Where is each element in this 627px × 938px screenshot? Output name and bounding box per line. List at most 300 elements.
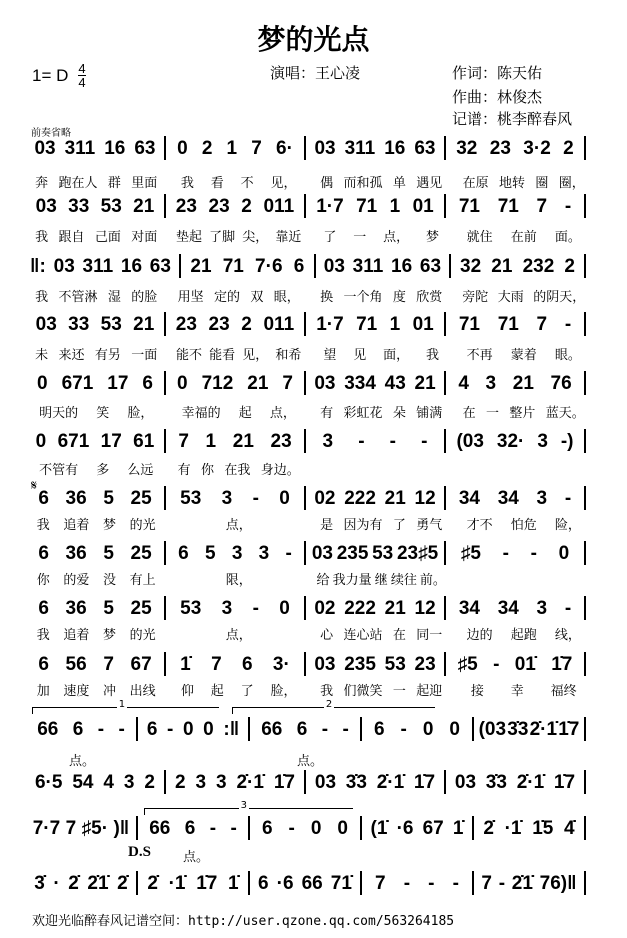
barline [304, 652, 306, 676]
token: (1̇ [370, 818, 388, 839]
measure [30, 543, 160, 565]
lyric [30, 226, 163, 245]
token: 心 [320, 628, 334, 643]
token: 跑在人 [58, 176, 98, 191]
token: 03 [454, 772, 477, 793]
measure [478, 719, 580, 741]
token: 了 [392, 518, 406, 533]
measure [30, 654, 160, 676]
token: 同一 [416, 628, 443, 643]
token: 232 [522, 256, 555, 277]
barline [136, 816, 138, 840]
token: 03 [53, 256, 75, 277]
lyric [315, 226, 448, 245]
token: 1̇7 [273, 772, 295, 793]
measure [450, 138, 580, 160]
token: 梦 [103, 518, 117, 533]
barline [164, 596, 166, 620]
notation-row [30, 429, 590, 453]
token: (03 [456, 431, 484, 452]
barline [304, 541, 306, 565]
measure [30, 488, 160, 510]
song-title: 梦的光点 [257, 23, 370, 56]
token: 222 [344, 488, 376, 509]
token: 一 [486, 406, 500, 421]
token: 加 [36, 684, 50, 699]
barline [584, 486, 586, 510]
time-top: 4 [78, 61, 86, 76]
lyrics-row [30, 344, 590, 363]
token: 朵 [392, 406, 406, 421]
token: 02 [314, 598, 336, 619]
measure [30, 598, 160, 620]
token: 脸， [270, 684, 297, 699]
barline [444, 596, 446, 620]
token: - [209, 818, 217, 839]
token: 5 [204, 543, 216, 564]
lyric [315, 344, 448, 363]
barline [444, 541, 446, 565]
token: 圈， [558, 176, 585, 191]
barline [444, 194, 446, 218]
measure [170, 543, 300, 565]
token: 63 [134, 138, 156, 159]
token: - [118, 719, 125, 740]
measure [142, 818, 244, 840]
lyric [30, 344, 163, 363]
lyric [458, 286, 591, 305]
token: ♯5 [457, 654, 478, 675]
token: 湿 [107, 290, 121, 305]
token: 1̇7 [413, 772, 436, 793]
measure [450, 196, 580, 218]
token: 怕危 [510, 518, 537, 533]
barline [164, 429, 166, 453]
lyric [144, 846, 248, 865]
volta-3 [144, 800, 353, 815]
token: 71̇ [330, 873, 352, 894]
token: 点。 [68, 754, 95, 769]
token: ·1̇ [504, 818, 522, 839]
token: 2̇ [483, 818, 494, 839]
token: 出线 [129, 684, 156, 699]
token: 没 [103, 573, 117, 588]
token: 2 [144, 772, 155, 793]
token: 点， [225, 628, 252, 643]
barline [304, 486, 306, 510]
token: 71 [222, 256, 244, 277]
token: - [358, 431, 365, 452]
token: 前。 [419, 573, 446, 588]
lyric [30, 750, 134, 769]
barline [584, 770, 586, 794]
token: 6 [38, 488, 49, 509]
token: 2̇·1̇ [529, 719, 558, 740]
lyric [30, 569, 163, 588]
barline [248, 871, 250, 895]
token: 61 [133, 431, 155, 452]
barline [584, 136, 586, 160]
measure [310, 138, 440, 160]
token: 23 [489, 138, 511, 159]
token: - [428, 873, 435, 894]
token: 在我 [224, 463, 251, 478]
measure [478, 818, 580, 840]
token: 整片 [509, 406, 536, 421]
token: 蒙着 [510, 348, 537, 363]
token: 1·7 [316, 196, 344, 217]
barline [136, 717, 138, 741]
lyrics-row [30, 286, 590, 305]
barline [584, 541, 586, 565]
token: 地转 [499, 176, 526, 191]
token: 2̇·1̇ [236, 772, 264, 793]
lyric [173, 624, 306, 643]
token: 311 [64, 138, 96, 159]
lyrics-row [30, 226, 590, 245]
measure [170, 431, 300, 453]
barline [304, 312, 306, 336]
barline [164, 541, 166, 565]
repeat-start: ‖: [30, 256, 46, 277]
token: 换 [320, 290, 334, 305]
barline [248, 717, 250, 741]
token: 56 [65, 654, 87, 675]
notation-row [30, 371, 590, 395]
token: 线， [554, 628, 581, 643]
barline [449, 254, 451, 278]
lyric [315, 514, 448, 533]
token: 63 [419, 256, 442, 277]
token: 71 [497, 196, 519, 217]
token: 311 [344, 138, 376, 159]
barline [584, 717, 586, 741]
token: - [288, 818, 295, 839]
token: 速度 [63, 684, 90, 699]
token: 追着 [63, 518, 90, 533]
token: 2̇ [117, 873, 128, 894]
measure [455, 256, 580, 278]
token: 1 [389, 314, 401, 335]
lyric [458, 680, 591, 699]
token: · [53, 873, 60, 894]
token: 7 [103, 654, 114, 675]
token: 235 [336, 543, 369, 564]
token: 限， [225, 573, 252, 588]
lyric [173, 344, 306, 363]
token: 么远 [127, 463, 154, 478]
token: 67 [130, 654, 152, 675]
token: 671 [57, 431, 90, 452]
token: ♯5· [81, 818, 109, 839]
barline [304, 770, 306, 794]
token: 21 [232, 431, 254, 452]
token: 25 [130, 543, 152, 564]
token: 23 [208, 196, 230, 217]
token: - [452, 873, 459, 894]
notation-row [30, 312, 590, 336]
token: 03 [314, 138, 336, 159]
token: 21 [384, 598, 406, 619]
token: 跟自 [58, 230, 85, 245]
token: - [502, 543, 509, 564]
lyric [458, 514, 591, 533]
token: 多 [96, 463, 110, 478]
lyric [173, 172, 306, 191]
token: 43 [384, 373, 406, 394]
token: - [342, 719, 349, 740]
token: 3 [215, 772, 227, 793]
token: 7 [251, 138, 262, 159]
lyrics-row [30, 680, 590, 699]
barline [360, 717, 362, 741]
token: 在原 [462, 176, 489, 191]
lyric [30, 286, 163, 305]
token: 23 [208, 314, 230, 335]
token: ♯5 [460, 543, 481, 564]
token: 6 [373, 719, 385, 740]
lyric [30, 680, 163, 699]
token: 36 [65, 488, 87, 509]
token: 2̇ [68, 873, 79, 894]
token: 54 [72, 772, 94, 793]
token: - [564, 196, 572, 217]
token: 235 [344, 654, 376, 675]
volta-label: 2 [325, 699, 333, 710]
token: 了 [323, 230, 337, 245]
barline [584, 254, 586, 278]
token: 我 [320, 684, 334, 699]
lyric [173, 459, 306, 478]
measure [450, 314, 580, 336]
token: 铺满 [416, 406, 443, 421]
measure [254, 818, 356, 840]
token: 我 [36, 518, 50, 533]
token: 23♯5 [396, 543, 439, 564]
token: 圈 [535, 176, 549, 191]
token: -) [560, 431, 574, 452]
token: 0 [337, 818, 348, 839]
volta-1 [32, 699, 219, 714]
token: - [564, 488, 572, 509]
token: 我力量 [332, 573, 372, 588]
token: 3 [221, 598, 233, 619]
token: 6 [72, 719, 84, 740]
lyric [315, 402, 448, 421]
token: 66 [149, 818, 171, 839]
token: 32· [496, 431, 525, 452]
token: 险， [554, 518, 581, 533]
token: 011 [263, 196, 295, 217]
token: 3 [123, 772, 135, 793]
token: 1̇7 [196, 873, 218, 894]
lyric [173, 514, 306, 533]
token: 2 [563, 138, 574, 159]
token: 4 [103, 772, 114, 793]
token: 6 [38, 654, 49, 675]
ds-marking: D.S [128, 844, 151, 860]
token: 5 [103, 543, 114, 564]
token: 71 [356, 314, 378, 335]
token: 1̇7 [551, 654, 573, 675]
token: 6 [296, 719, 308, 740]
barline [136, 871, 138, 895]
token: 1·7 [316, 314, 344, 335]
token: 21 [491, 256, 513, 277]
token: 671 [61, 373, 94, 394]
token: - [230, 818, 237, 839]
token: 们微笑 [343, 684, 383, 699]
lyric [173, 226, 306, 245]
lyric [458, 226, 591, 245]
lyric [258, 750, 362, 769]
lyric [173, 569, 306, 588]
volta-2 [232, 699, 435, 714]
measure [170, 373, 300, 395]
token: 03 [323, 256, 345, 277]
measure [254, 719, 356, 741]
token: 23 [175, 314, 197, 335]
measure [310, 598, 440, 620]
token: 梦 [103, 628, 117, 643]
token: 25 [130, 598, 152, 619]
measure [310, 431, 440, 453]
token: 见， [242, 348, 269, 363]
barline [164, 770, 166, 794]
token: 在前 [510, 230, 537, 245]
token: ·6 [396, 818, 414, 839]
lyric [173, 680, 306, 699]
barline [444, 371, 446, 395]
token: 起 [210, 684, 224, 699]
token: 眼， [273, 290, 300, 305]
token: 16 [391, 256, 413, 277]
token: 1 [226, 138, 238, 159]
token: 01 [412, 196, 434, 217]
token: 6 [38, 598, 49, 619]
token: 3 [485, 373, 497, 394]
notation-row [30, 871, 590, 895]
token: 不管有 [39, 463, 79, 478]
barline [314, 254, 316, 278]
token: 能看 [209, 348, 236, 363]
token: 我 [35, 290, 49, 305]
measure [310, 373, 440, 395]
measure [170, 772, 300, 794]
token: - [564, 314, 572, 335]
token: 点， [225, 518, 252, 533]
token: 21 [190, 256, 212, 277]
barline [444, 770, 446, 794]
footer-text: 欢迎光临醉春风记谱空间：http://user.qzone.qq.com/563264185 [32, 914, 455, 929]
token: 25 [130, 488, 152, 509]
token: 7 [211, 654, 222, 675]
token: 6 [261, 818, 273, 839]
token: 继 [374, 573, 388, 588]
barline [360, 816, 362, 840]
token: 2 [564, 256, 575, 277]
token: 1̇ [180, 654, 191, 675]
token: 03 [35, 314, 57, 335]
barline [444, 486, 446, 510]
token: 旁陀 [462, 290, 489, 305]
token: 01̇ [514, 654, 536, 675]
token: 66 [37, 719, 59, 740]
token: 53 [100, 196, 122, 217]
token: 63 [414, 138, 436, 159]
token: 就住 [466, 230, 493, 245]
token: 福终 [550, 684, 577, 699]
lyric [315, 172, 448, 191]
token: 76 [550, 373, 572, 394]
barline [164, 486, 166, 510]
token: 而和孤 [343, 176, 383, 191]
token: 遇见 [416, 176, 443, 191]
token: 03 [35, 196, 57, 217]
barline [164, 371, 166, 395]
token: 71 [458, 196, 480, 217]
barline [584, 816, 586, 840]
token: 53 [180, 488, 202, 509]
barline [444, 429, 446, 453]
token: 的脸 [131, 290, 158, 305]
token: 面， [383, 348, 410, 363]
token: 1 [389, 196, 401, 217]
lyrics-row [30, 569, 590, 588]
token: 53 [180, 598, 202, 619]
token: 21 [512, 373, 534, 394]
barline [304, 429, 306, 453]
barline [304, 194, 306, 218]
barline [472, 816, 474, 840]
barline [164, 312, 166, 336]
token: 0 [310, 818, 322, 839]
token: - [285, 543, 292, 564]
time-bottom: 4 [78, 75, 86, 90]
token: 仰 [180, 684, 194, 699]
token: 53 [384, 654, 406, 675]
token: 03 [34, 138, 56, 159]
token: 12 [414, 598, 436, 619]
lyrics-row [30, 514, 590, 533]
token: 度 [392, 290, 406, 305]
token: 欣赏 [416, 290, 443, 305]
token: 6 [258, 873, 269, 894]
token: 偶 [320, 176, 334, 191]
notation-row [30, 717, 590, 741]
token: 的光 [129, 628, 156, 643]
measure [142, 719, 244, 741]
barline [444, 136, 446, 160]
token: 2̇ [147, 873, 158, 894]
token: 712 [201, 373, 234, 394]
token: 7 [536, 196, 548, 217]
token: - [389, 431, 396, 452]
token: - [252, 488, 259, 509]
lyric [315, 624, 448, 643]
token: 0 [449, 719, 460, 740]
token: 53 [372, 543, 394, 564]
token: 3 [536, 488, 548, 509]
token: 1̇5 [532, 818, 554, 839]
token: 01 [412, 314, 434, 335]
token: 23 [175, 196, 197, 217]
token: 面。 [554, 230, 581, 245]
token: 02 [314, 488, 336, 509]
lyric [458, 624, 591, 643]
token: 我 [36, 628, 50, 643]
token: 靠近 [275, 230, 302, 245]
